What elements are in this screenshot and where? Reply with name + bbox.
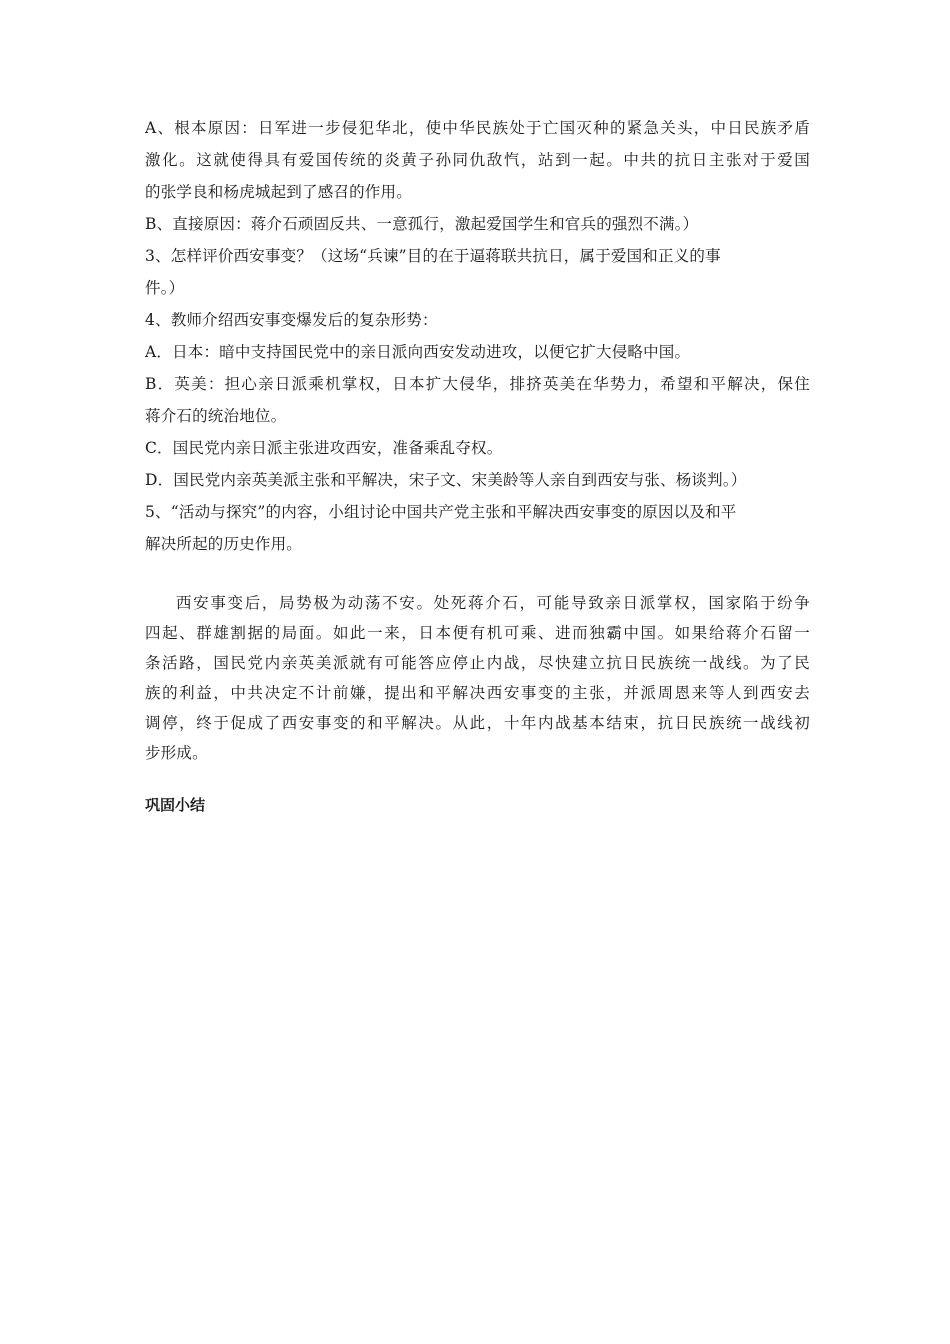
paragraph-line: 西安事变后，局势极为动荡不安。处死蒋介石，可能导致亲日派掌权，国家陷于纷争 — [176, 594, 810, 612]
paragraph-line: 调停，终于促成了西安事变的和平解决。从此，十年内战基本结束，抗日民族统一战线初 — [145, 714, 810, 732]
paragraph-line: 条活路，国民党内亲英美派就有可能答应停止内战，尽快建立抗日民族统一战线。为了民 — [145, 654, 810, 672]
text-line: 蒋介石的统治地位。 — [145, 407, 287, 425]
paragraph-line: 四起、群雄割据的局面。如此一来，日本便有机可乘、进而独霸中国。如果给蒋介石留一 — [145, 624, 810, 642]
section-heading: 巩固小结 — [145, 796, 206, 814]
text-line: D．国民党内亲英美派主张和平解决，宋子文、宋美龄等人亲自到西安与张、杨谈判。） — [145, 471, 747, 489]
paragraph-line: 步形成。 — [145, 744, 208, 762]
text-line: 解决所起的历史作用。 — [145, 535, 303, 553]
text-line: 的张学良和杨虎城起到了感召的作用。 — [145, 183, 412, 201]
text-line: 件。） — [145, 279, 185, 297]
list-block — [145, 112, 810, 560]
text-line: B、直接原因：蒋介石顽固反共、一意孤行，激起爱国学生和官兵的强烈不满。） — [145, 215, 699, 233]
summary-paragraph — [145, 588, 810, 768]
text-line: A、根本原因：日军进一步侵犯华北，使中华民族处于亡国灭种的紧急关头，中日民族矛盾 — [145, 119, 810, 137]
paragraph-line: 族的利益，中共决定不计前嫌，提出和平解决西安事变的主张，并派周恩来等人到西安去 — [145, 684, 810, 702]
text-line: 4、教师介绍西安事变爆发后的复杂形势： — [145, 311, 438, 329]
text-line: 5、“活动与探究”的内容，小组讨论中国共产党主张和平解决西安事变的原因以及和平 — [145, 503, 737, 521]
text-line: 3、怎样评价西安事变？（这场“兵谏”目的在于逼蒋联共抗日，属于爱国和正义的事 — [145, 247, 721, 265]
text-line: 激化。这就使得具有爱国传统的炎黄子孙同仇敌忾，站到一起。中共的抗日主张对于爱国 — [145, 151, 810, 169]
document-content — [145, 112, 810, 820]
text-line: C．国民党内亲日派主张进攻西安，准备乘乱夺权。 — [145, 439, 503, 457]
text-line: A．日本：暗中支持国民党中的亲日派向西安发动进攻，以便它扩大侵略中国。 — [145, 343, 691, 361]
text-line: B．英美：担心亲日派乘机掌权，日本扩大侵华，排挤英美在华势力，希望和平解决，保住 — [145, 375, 810, 393]
paragraph-gap — [145, 560, 810, 588]
